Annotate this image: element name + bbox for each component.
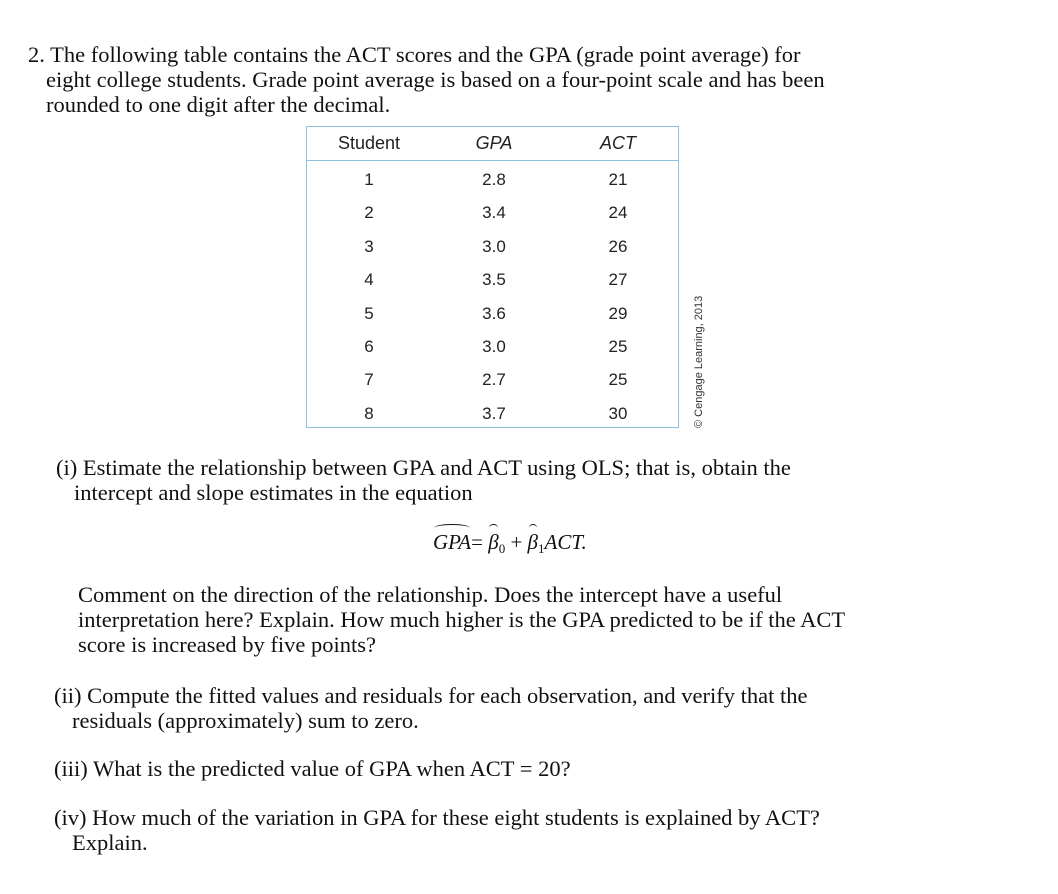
intro-line-3: rounded to one digit after the decimal. xyxy=(46,92,391,117)
part-i-line-2: intercept and slope estimates in the equation xyxy=(74,480,473,505)
gpa-cell: 3.5 xyxy=(482,270,506,290)
act-cell: 25 xyxy=(608,370,628,390)
part-iii-question xyxy=(54,756,571,781)
equation-sub-1: 1 xyxy=(538,541,545,556)
part-i-comment xyxy=(78,582,1012,657)
part-iv-question xyxy=(54,805,997,855)
gpa-cell: 3.0 xyxy=(482,337,506,356)
equation-beta-1: β xyxy=(527,530,538,554)
act-cell: 24 xyxy=(608,203,628,223)
comment-line-3: score is increased by five points? xyxy=(78,632,377,657)
comment-line-2: interpretation here? Explain. How much higher is the GPA predicted to be if the ACT xyxy=(78,607,846,632)
part-ii-question xyxy=(54,683,966,733)
part-iv-line-1: (iv) How much of the variation in GPA for these eight students is explained by ACT? xyxy=(54,805,820,830)
student-cell: 1 xyxy=(364,170,374,189)
gpa-cell: 3.6 xyxy=(482,303,506,323)
intro-line-2: eight college students. Grade point average is based on a four-point scale and has been xyxy=(46,67,825,92)
act-cell: 26 xyxy=(608,236,628,256)
student-cell: 7 xyxy=(364,370,374,390)
act-cell: 30 xyxy=(608,403,628,423)
part-i-line-1: (i) Estimate the relationship between GPA and ACT using OLS; that is, obtain the xyxy=(56,455,791,480)
intro-line-1: 2. The following table contains the ACT scores and the GPA (grade point average) for xyxy=(28,42,801,67)
equation-sub-0: 0 xyxy=(498,541,506,556)
act-cell: 21 xyxy=(608,170,628,189)
equation-act: ACT. xyxy=(544,530,587,554)
student-cell: 5 xyxy=(364,303,374,323)
student-cell: 4 xyxy=(364,270,374,290)
gpa-cell: 2.7 xyxy=(482,370,506,390)
header-gpa: GPA xyxy=(475,133,513,153)
part-i-question xyxy=(56,455,951,505)
gpa-cell: 2.8 xyxy=(482,170,506,189)
student-cell: 8 xyxy=(364,403,374,423)
equation-equals: = xyxy=(471,530,483,554)
copyright-credit: © Cengage Learning, 2013 xyxy=(693,295,705,428)
equation-lhs: GPA xyxy=(433,530,472,554)
student-cell: 2 xyxy=(364,203,374,223)
student-cell: 3 xyxy=(364,236,374,256)
act-cell: 27 xyxy=(608,270,628,290)
part-ii-line-1: (ii) Compute the fitted values and residuals for each observation, and verify that the xyxy=(54,683,808,708)
equation-beta-0: β xyxy=(488,530,499,554)
act-cell: 25 xyxy=(608,337,628,356)
data-table xyxy=(306,126,679,428)
gpa-cell: 3.7 xyxy=(482,403,506,423)
part-iv-line-2: Explain. xyxy=(72,830,148,855)
comment-line-1: Comment on the direction of the relationship. Does the intercept have a useful xyxy=(78,582,783,607)
header-student: Student xyxy=(337,133,401,153)
student-cell: 6 xyxy=(364,337,374,356)
act-cell: 29 xyxy=(608,303,628,323)
gpa-cell: 3.4 xyxy=(482,203,506,223)
question-intro xyxy=(28,42,990,117)
equation-plus: + xyxy=(510,530,523,554)
regression-equation xyxy=(433,530,587,561)
gpa-cell: 3.0 xyxy=(482,236,506,256)
part-ii-line-2: residuals (approximately) sum to zero. xyxy=(72,708,419,733)
part-iii-line: (iii) What is the predicted value of GPA when ACT = 20? xyxy=(54,756,571,781)
header-act: ACT xyxy=(600,133,636,153)
